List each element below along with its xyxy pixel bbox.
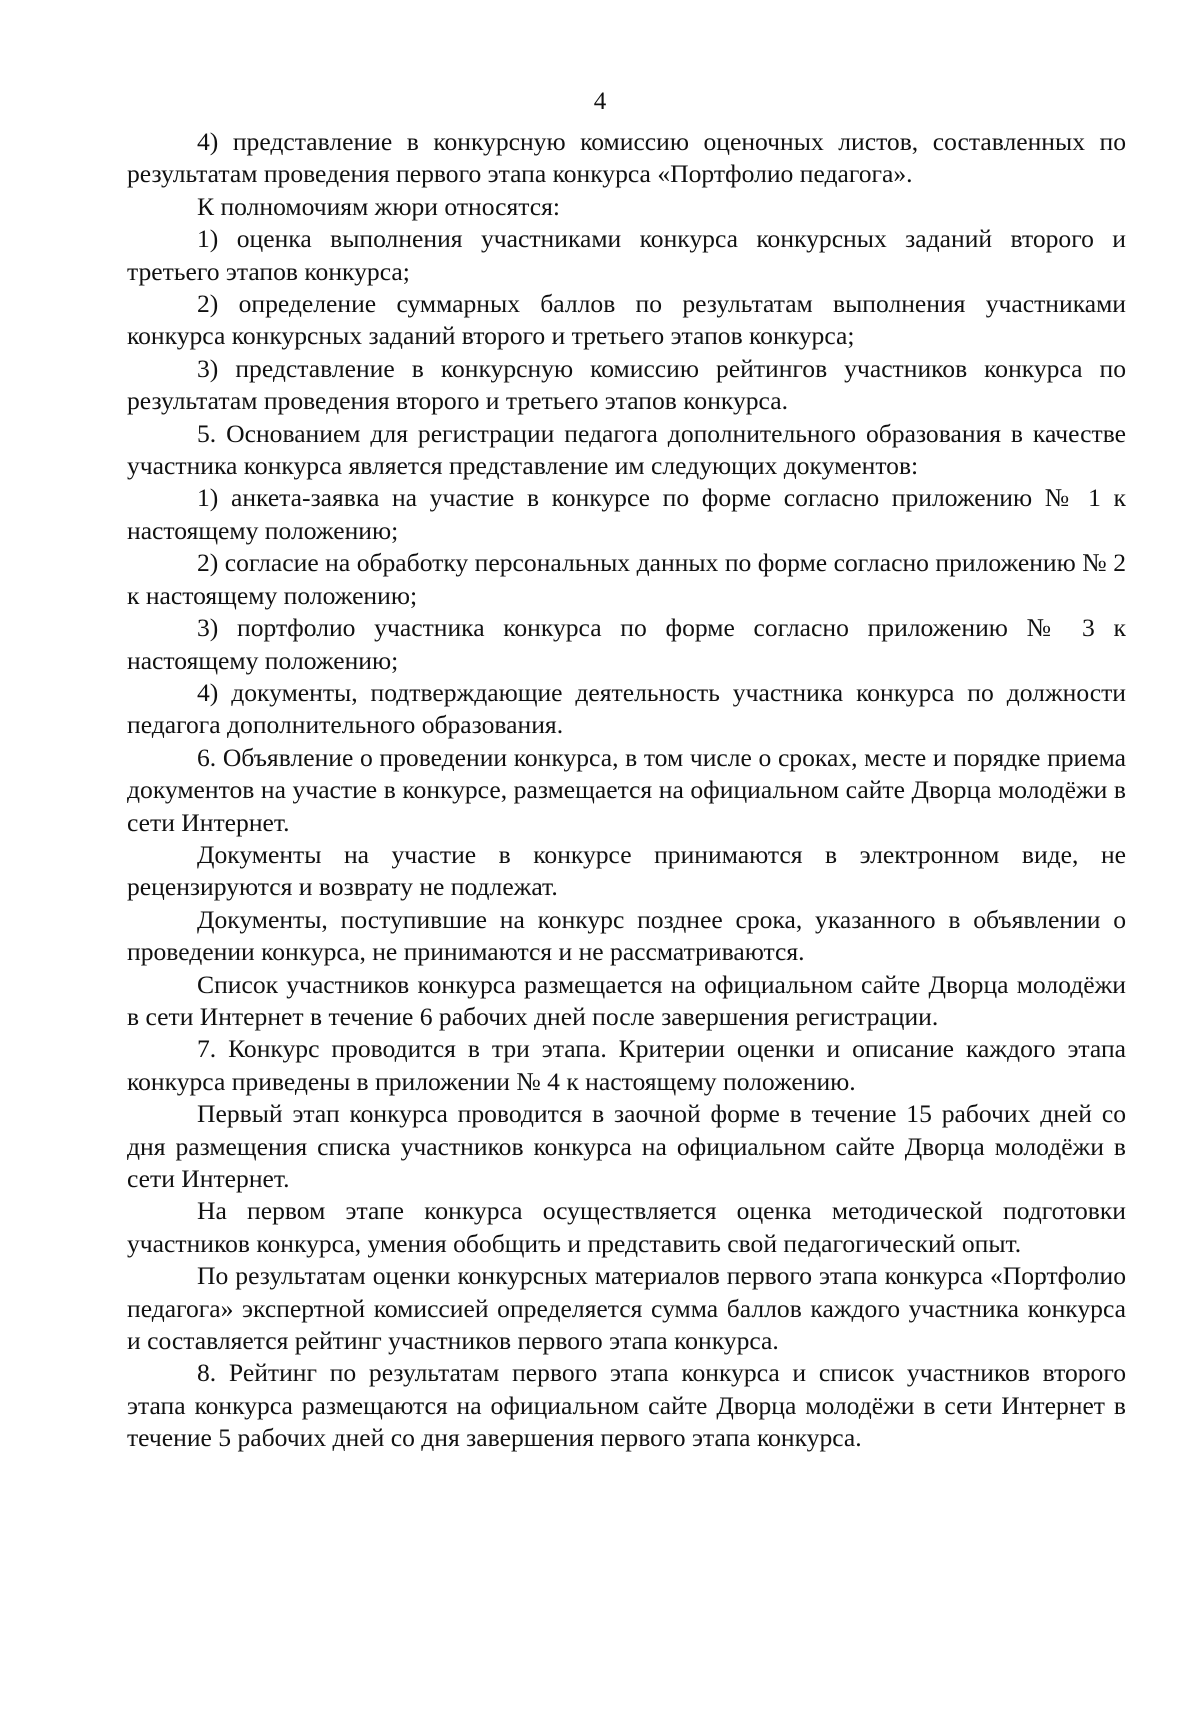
paragraph-jury-commission-item-4: 4) представление в конкурсную комиссию оценочных листов, составленных по результатам проведения первого этапа конкурса «Портфолио педагога».	[127, 127, 1126, 189]
page-number: 4	[593, 88, 607, 115]
paragraph-first-stage: Первый этап конкурса проводится в заочной форме в течение 15 рабочих дней со дня размещения списка участников конкурса на официальном сайте Дворца молодёжи в сети Интернет.	[127, 1099, 1126, 1193]
paragraph-jury-item-2: 2) определение суммарных баллов по результатам выполнения участниками конкурса конкурсных заданий второго и третьего этапов конкурса;	[127, 289, 1126, 351]
paragraph-jury-item-1: 1) оценка выполнения участниками конкурса конкурсных заданий второго и третьего этапов конкурса;	[127, 224, 1126, 286]
paragraph-section-7: 7. Конкурс проводится в три этапа. Критерии оценки и описание каждого этапа конкурса приведены в приложении № 4 к настоящему положению.	[127, 1034, 1126, 1096]
paragraph-document-item-1: 1) анкета-заявка на участие в конкурсе по форме согласно приложению № 1 к настоящему положению;	[127, 483, 1126, 545]
paragraph-document-item-3: 3) портфолио участника конкурса по форме согласно приложению № 3 к настоящему положению;	[127, 613, 1126, 675]
paragraph-participants-list: Список участников конкурса размещается на официальном сайте Дворца молодёжи в сети Интернет в течение 6 рабочих дней после завершения регистрации.	[127, 969, 1126, 1031]
paragraph-document-item-4: 4) документы, подтверждающие деятельность участника конкурса по должности педагога дополнительного образования.	[127, 677, 1126, 740]
paragraph-documents-electronic: Документы на участие в конкурсе принимаются в электронном виде, не рецензируются и возврату не подлежат.	[127, 839, 1126, 902]
paragraph-jury-item-3: 3) представление в конкурсную комиссию рейтингов участников конкурса по результатам проведения второго и третьего этапов конкурса.	[127, 353, 1126, 416]
paragraph-section-6: 6. Объявление о проведении конкурса, в том числе о сроках, месте и порядке приема документов на участие в конкурсе, размещается на официальном сайте Дворца молодёжи в сети Интернет.	[127, 742, 1126, 837]
paragraph-section-8: 8. Рейтинг по результатам первого этапа конкурса и список участников второго этапа конкурса размещаются на официальном сайте Дворца молодёжи в сети Интернет в течение 5 рабочих дней со дня завершения первого этапа конкурса.	[127, 1358, 1126, 1453]
paragraph-section-5: 5. Основанием для регистрации педагога дополнительного образования в качестве участника конкурса является представление им следующих документов:	[127, 418, 1126, 481]
document-body	[127, 126, 1126, 1455]
paragraph-first-stage-rating: По результатам оценки конкурсных материалов первого этапа конкурса «Портфолио педагога» экспертной комиссией определяется сумма баллов каждого участника конкурса и составляется рейтинг участников первого этапа конкурса.	[127, 1261, 1126, 1356]
paragraph-jury-powers-heading: К полномочиям жюри относятся:	[197, 191, 561, 221]
paragraph-first-stage-assessment: На первом этапе конкурса осуществляется оценка методической подготовки участников конкурса, умения обобщить и представить свой педагогический опыт.	[127, 1196, 1126, 1258]
paragraph-documents-late: Документы, поступившие на конкурс позднее срока, указанного в объявлении о проведении конкурса, не принимаются и не рассматриваются.	[127, 904, 1126, 967]
paragraph-document-item-2: 2) согласие на обработку персональных данных по форме согласно приложению № 2 к настоящему положению;	[127, 548, 1126, 610]
